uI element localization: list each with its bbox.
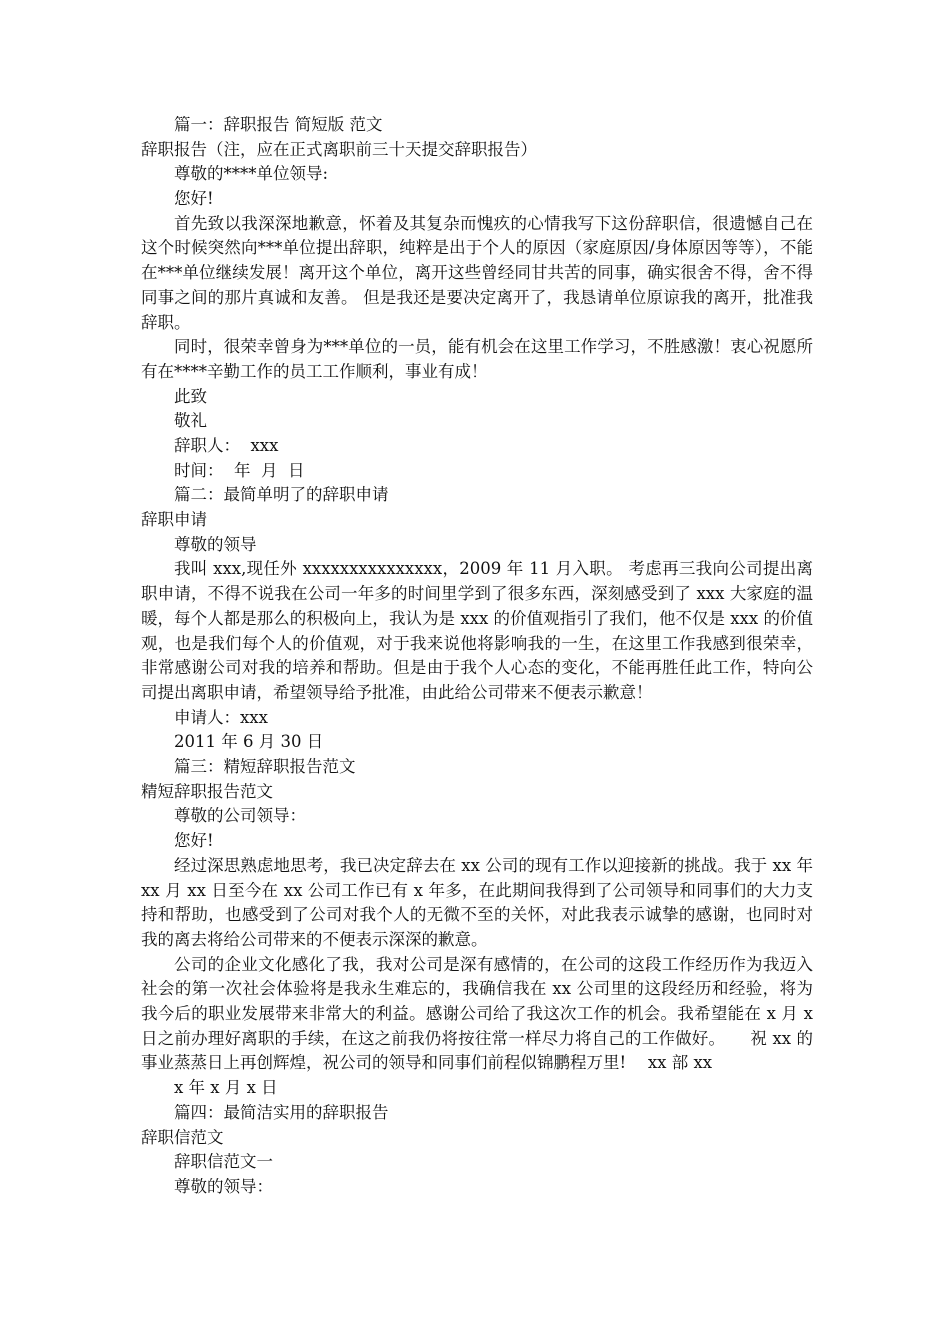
- section-1-signer: 辞职人： xxx: [174, 436, 279, 456]
- section-2-title: 辞职申请: [141, 510, 207, 530]
- section-2-date: 2011 年 6 月 30 日: [174, 732, 324, 752]
- section-3-date: x 年 x 月 x 日: [174, 1078, 278, 1098]
- section-1-date: 时间： 年 月 日: [174, 460, 305, 480]
- section-4-title: 辞职信范文: [141, 1127, 224, 1147]
- section-1-paragraph-1: 首先致以我深深地歉意，怀着及其复杂而愧疚的心情我写下这份辞职信，很遗憾自己在这个时候突然向***单位提出辞职，纯粹是出于个人的原因（家庭原因/身体原因等等），不能在***单位继续发展！离开这个单位，离开这些曾经同甘共苦的同事，确实很舍不得，舍不得同事之间的那片真诚和友善。 但是我还是要决定离开了，我恳请单位原谅我的离开，批准我辞职。: [141, 213, 813, 332]
- section-3-paragraph-2: 公司的企业文化感化了我，我对公司是深有感情的，在公司的这段工作经历作为我迈入社会的第一次社会体验将是我永生难忘的，我确信我在 xx 公司里的这段经历和经验，将为我今后的职业发展带来非常大的利益。感谢公司给了我这次工作的机会。我希望能在 x 月 x 日之前办理好离职的手续，在这之前我仍将按往常一样尽力将自己的工作做好。 祝 xx 的事业蒸蒸日上再创辉煌，祝公司的领导和同事们前程似锦鹏程万里! xx 部 xx: [141, 954, 813, 1073]
- section-1-closing-2: 敬礼: [174, 411, 207, 431]
- section-2-heading: 篇二：最简单明了的辞职申请: [174, 485, 389, 505]
- section-4-heading: 篇四：最简洁实用的辞职报告: [174, 1102, 389, 1122]
- section-3-title: 精短辞职报告范文: [141, 781, 273, 801]
- section-1-salutation: 尊敬的****单位领导:: [174, 164, 329, 184]
- section-3-paragraph-1: 经过深思熟虑地思考，我已决定辞去在 xx 公司的现有工作以迎接新的挑战。我于 xx 年 xx 月 xx 日至今在 xx 公司工作已有 x 年多，在此期间我得到了公司领导和同事们的大力支持和帮助，也感受到了公司对我个人的无微不至的关怀，对此我表示诚挚的感谢，也同时对我的离去将给公司带来的不便表示深深的歉意。: [141, 855, 813, 949]
- section-1-closing-1: 此致: [174, 386, 207, 406]
- section-3-salutation: 尊敬的公司领导：: [174, 806, 306, 826]
- section-3-greeting: 您好!: [174, 831, 214, 851]
- section-1-paragraph-2: 同时，很荣幸曾身为***单位的一员，能有机会在这里工作学习，不胜感激！衷心祝愿所有在****辛勤工作的员工工作顺利，事业有成！: [141, 337, 813, 381]
- section-3-heading: 篇三：精短辞职报告范文: [174, 757, 356, 777]
- section-2-signer: 申请人：xxx: [174, 707, 268, 727]
- document-page: [141, 113, 813, 1200]
- section-4-subtitle: 辞职信范文一: [174, 1152, 273, 1172]
- section-1-title: 辞职报告（注，应在正式离职前三十天提交辞职报告）: [141, 139, 537, 159]
- section-2-salutation: 尊敬的领导: [174, 534, 257, 554]
- section-1-greeting: 您好!: [174, 189, 214, 209]
- section-2-paragraph-1: 我叫 xxx,现任外 xxxxxxxxxxxxxxx，2009 年 11 月入职。 考虑再三我向公司提出离职申请，不得不说我在公司一年多的时间里学到了很多东西，深刻感受到了 xxx 大家庭的温暖，每个人都是那么的积极向上，我认为是 xxx 的价值观指引了我们，他不仅是 xxx 的价值观，也是我们每个人的价值观，对于我来说他将影响我的一生，在这里工作我感到很荣幸，非常感谢公司对我的培养和帮助。但是由于我个人心态的变化，不能再胜任此工作，特向公司提出离职申请，希望领导给予批准，由此给公司带来不便表示歉意！: [141, 559, 813, 702]
- section-1-heading: 篇一：辞职报告 简短版 范文: [174, 115, 383, 134]
- section-4-salutation: 尊敬的领导：: [174, 1176, 273, 1196]
